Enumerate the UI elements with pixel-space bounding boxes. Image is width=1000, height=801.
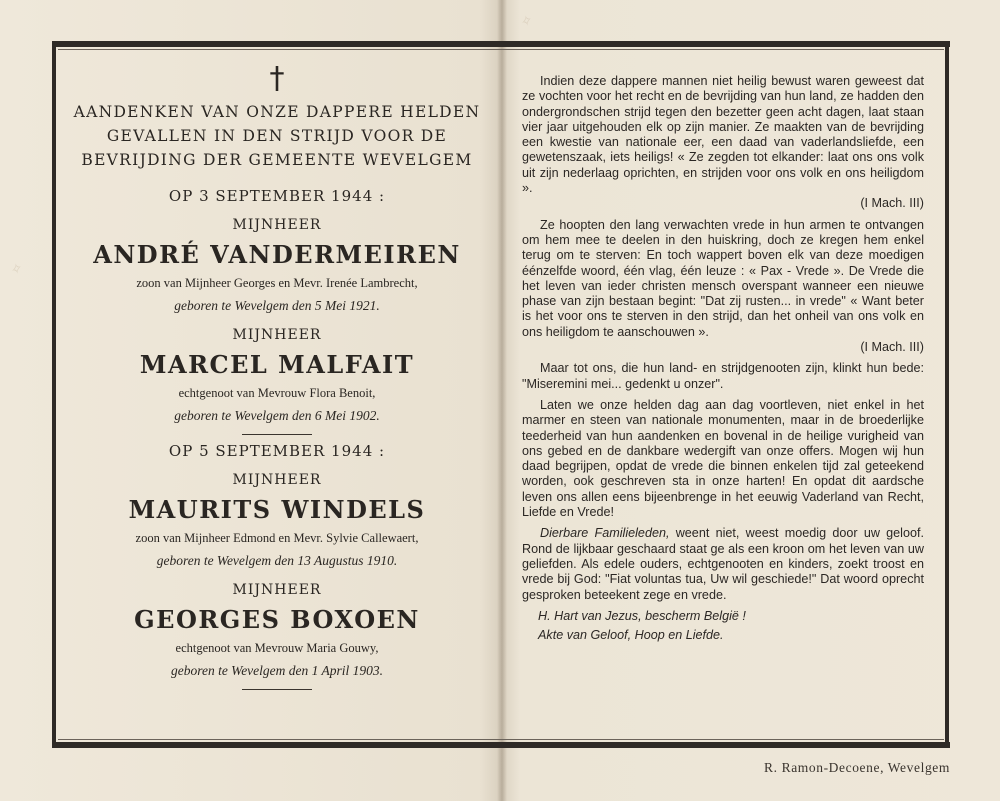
person-relation: echtgenoot van Mevrouw Maria Gouwy, — [175, 641, 379, 655]
person-relation: echtgenoot van Mevrouw Flora Benoit, — [178, 386, 376, 400]
left-panel — [62, 62, 492, 696]
person-name: GEORGES BOXOEN — [134, 605, 420, 634]
person-title: MIJNHEER — [232, 217, 322, 233]
center-fold — [497, 0, 507, 801]
paragraph-2-text: Ze hoopten den lang verwachten vrede in hun armen te ontvangen om hem mee te deelen in den huiskring, doch ze kregen hem enkel terug om te sterven: En toch wappert boven elk van deze moedigen éénzelfde woord, één vlag, één leuze : « Pax - Vrede ». De Vrede die het leven van ieder christen mensch overspant wanneer een nieuwe phase van zijn bestaan begint: "Dat zij rusten... in vrede" « Want beter is het voor ons te sterven in den strijd, dan het onheil van ons volk en ons heiligdom te aanschouwen ». — [522, 217, 924, 339]
closing-prayer-2: Akte van Geloof, Hoop en Liefde. — [538, 627, 724, 642]
frame-inner-rule-bottom — [58, 739, 944, 740]
bible-reference: (I Mach. III) — [860, 340, 924, 355]
faded-stamp-left: ✧ — [7, 260, 25, 280]
paragraph-5 — [522, 526, 924, 602]
person-birth: geboren te Wevelgem den 5 Mei 1921. — [174, 298, 380, 313]
person-name: MAURITS WINDELS — [128, 495, 426, 524]
person-title: MIJNHEER — [232, 582, 322, 598]
date-5-september: OP 5 SEPTEMBER 1944 : — [168, 442, 386, 460]
paragraph-3: Maar tot ons, die hun land- en strijdgenooten zijn, klinkt hun bede: "Miseremini mei... gedenkt u onzer". — [522, 361, 924, 391]
person-birth: geboren te Wevelgem den 6 Mei 1902. — [174, 408, 380, 423]
paragraph-5-text: weent niet, weest moedig door uw geloof. Rond de lijkbaar geschaard staat ge als een kroon om het leven van uw geliefden. Als edele ouders, echtgenooten en kinders, zoekt troost en vrede bij God: "Fiat voluntas tua, Uw wil geschiede!" Dat woord oprecht gesproken beteekent zege en vrede. — [522, 526, 924, 602]
person-title: MIJNHEER — [232, 327, 322, 343]
frame-inner-rule-top — [58, 49, 944, 50]
person-relation: zoon van Mijnheer Edmond en Mevr. Sylvie Callewaert, — [135, 531, 419, 545]
printer-imprint: R. Ramon-Decoene, Wevelgem — [764, 760, 950, 775]
family-address: Dierbare Familieleden, — [540, 526, 670, 541]
person-title: MIJNHEER — [232, 472, 322, 488]
person-name: MARCEL MALFAIT — [139, 350, 415, 379]
cross-icon: † — [269, 61, 285, 96]
paragraph-1 — [522, 74, 924, 212]
frame-left-border — [52, 41, 56, 748]
paragraph-2 — [522, 218, 924, 356]
person-relation: zoon van Mijnheer Georges en Mevr. Irenée Lambrecht, — [136, 276, 418, 290]
closing-prayer-1: H. Hart van Jezus, bescherm België ! — [538, 608, 746, 623]
frame-top-border — [52, 41, 950, 47]
heading-line-3: BEVRIJDING DER GEMEENTE WEVELGEM — [81, 151, 473, 169]
paragraph-4: Laten we onze helden dag aan dag voortleven, niet enkel in het marmer en steen van nationale monumenten, maar in de broederlijke teederheid van hun aandenken en bovenal in de heilige vurigheid van ons gebed en de dankbare wedergift van onze offers. Mogen wij hun daad begrijpen, opdat de vrede die binnen enkelen tijd zal geteekend worden, ook geschreven sta in onze harten! En opdat dit aardsche leven ons allen eens bijeenbrenge in het eeuwig Vaderland van Recht, Liefde en Vrede! — [522, 397, 924, 520]
separator-rule — [242, 434, 312, 435]
heading-line-1: AANDENKEN VAN ONZE DAPPERE HELDEN — [73, 103, 481, 121]
right-panel — [522, 74, 924, 645]
person-name: ANDRÉ VANDERMEIREN — [93, 240, 461, 269]
frame-bottom-border — [52, 742, 950, 748]
date-3-september: OP 3 SEPTEMBER 1944 : — [168, 187, 386, 205]
paragraph-1-text: Indien deze dappere mannen niet heilig bewust waren geweest dat ze vochten voor het recht en de bevrijding van hun land, ze hadden den ondergrondschen strijd tegen den bezetter geen acht dagen, laat staan vier jaar uitgehouden elk op zijn manier. Ze maakten van de bevrijding een kwestie van nationale eer, een daad van vaderlandsliefde, een gewetenszaak, iets heiligs! « Ze zegden tot elkander: laat ons ons volk uit zijn nederlaag oprichten, en strijden voor ons volk en ons heiligdom ». — [522, 74, 924, 196]
frame-right-border — [945, 41, 949, 748]
heading-line-2: GEVALLEN IN DEN STRIJD VOOR DE — [106, 127, 448, 145]
person-birth: geboren te Wevelgem den 13 Augustus 1910. — [156, 553, 398, 568]
separator-rule — [242, 689, 312, 690]
person-birth: geboren te Wevelgem den 1 April 1903. — [170, 663, 384, 678]
bible-reference: (I Mach. III) — [860, 196, 924, 211]
faded-stamp-right: ✧ — [517, 12, 535, 32]
